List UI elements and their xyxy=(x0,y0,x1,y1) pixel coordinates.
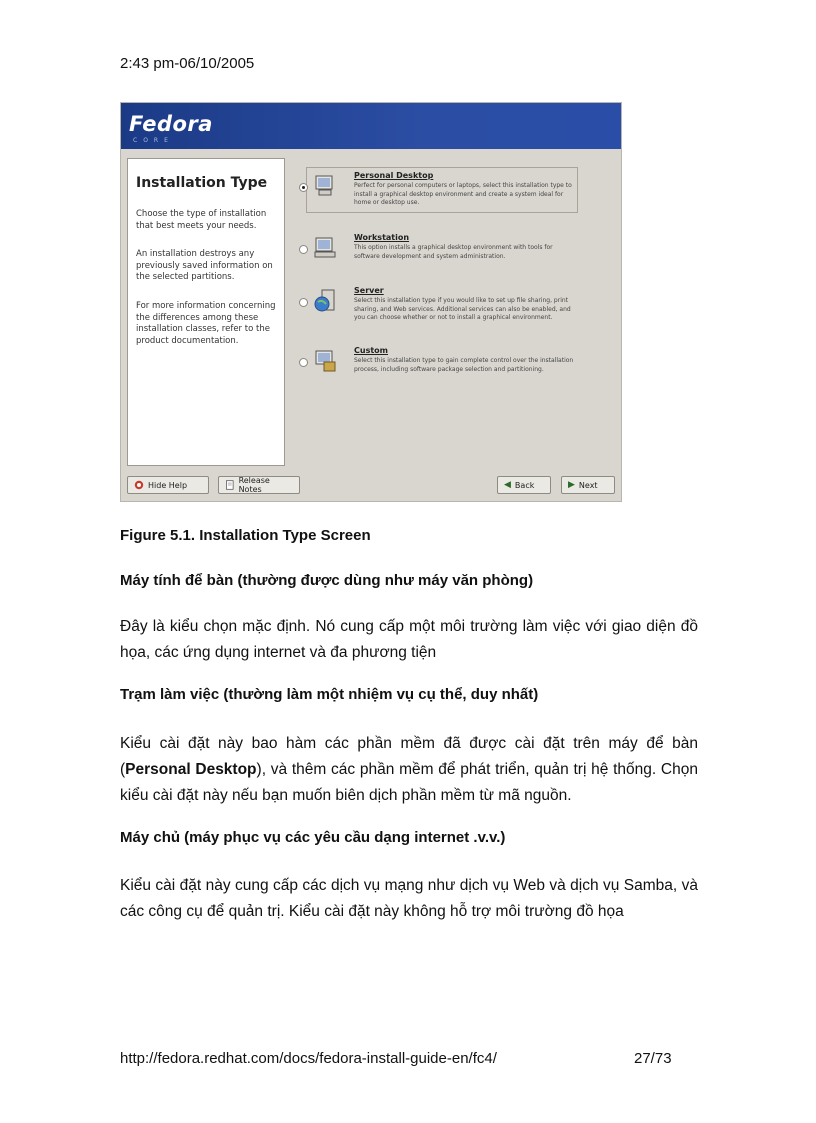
radio-server[interactable] xyxy=(299,298,308,307)
workstation-icon xyxy=(312,235,338,261)
help-paragraph: Choose the type of installation that best meets your needs. xyxy=(136,209,267,231)
server-icon xyxy=(312,288,338,314)
footer-url: http://fedora.redhat.com/docs/fedora-install-guide-en/fc4/ xyxy=(120,1050,497,1067)
print-timestamp: 2:43 pm-06/10/2005 xyxy=(120,55,255,72)
option-title: Workstation xyxy=(354,233,410,242)
section-heading: Trạm làm việc (thường làm một nhiệm vụ cụ thể, duy nhất) xyxy=(120,686,539,703)
figure-caption: Figure 5.1. Installation Type Screen xyxy=(120,527,371,544)
release-notes-label: Release Notes xyxy=(238,476,270,494)
next-arrow-icon: ▶ xyxy=(568,480,575,490)
release-notes-button[interactable] xyxy=(218,476,300,494)
help-paragraph: For more information concerning the differences among these installation classes, refer to the product documentation. xyxy=(136,301,276,346)
option-description: Select this installation type to gain complete control over the installation process, including software package selection and partitioning. xyxy=(354,357,574,373)
page-number: 27/73 xyxy=(634,1050,672,1067)
next-label: Next xyxy=(578,480,598,490)
option-description: Perfect for personal computers or laptops, select this installation type to install a graphical desktop environment and create a system ideal for home or desktop use. xyxy=(354,182,572,206)
custom-icon xyxy=(312,348,338,374)
fedora-logo: Fedora xyxy=(129,112,213,136)
lifebuoy-icon xyxy=(134,480,144,490)
installation-type-screenshot xyxy=(120,102,622,502)
document-icon xyxy=(225,480,235,490)
option-description: This option installs a graphical desktop environment with tools for software development and system administration. xyxy=(354,244,553,260)
option-title: Custom xyxy=(354,346,388,355)
help-panel xyxy=(127,158,285,466)
section-heading: Máy tính để bàn (thường được dùng như máy văn phòng) xyxy=(120,572,534,589)
paragraph-text: Kiểu cài đặt này bao hàm các phần mềm đã được cài đặt trên máy để bàn ( xyxy=(120,735,698,778)
back-arrow-icon: ◀ xyxy=(504,480,511,490)
option-description: Select this installation type if you would like to set up file sharing, print sharing, and Web services. Additional services can also be enabled, and you can choose whether or not to install a graphical environment. xyxy=(354,297,571,321)
back-button[interactable] xyxy=(497,476,551,494)
option-title: Personal Desktop xyxy=(354,171,434,180)
radio-workstation[interactable] xyxy=(299,245,308,254)
back-label: Back xyxy=(514,480,535,490)
paragraph: Đây là kiểu chọn mặc định. Nó cung cấp một môi trường làm việc với giao diện đồ họa, các ứng dụng internet và đa phương tiện xyxy=(120,618,698,661)
help-title: Installation Type xyxy=(136,175,268,191)
paragraph: Kiểu cài đặt này cung cấp các dịch vụ mạng như dịch vụ Web và dịch vụ Samba, và các công cụ để quản trị. Kiểu cài đặt này không hỗ trợ môi trường đồ họa xyxy=(120,877,698,920)
fedora-core-text: CORE xyxy=(133,137,174,144)
section-heading: Máy chủ (máy phục vụ các yêu cầu dạng internet .v.v.) xyxy=(120,829,506,846)
hide-help-button[interactable] xyxy=(127,476,209,494)
help-paragraph: An installation destroys any previously saved information on the selected partitions. xyxy=(136,249,273,282)
hide-help-label: Hide Help xyxy=(148,480,188,490)
paragraph xyxy=(120,731,698,809)
next-button[interactable] xyxy=(561,476,615,494)
fedora-banner xyxy=(121,103,621,149)
paragraph-bold-text: Personal Desktop xyxy=(125,761,257,778)
radio-personal-desktop[interactable] xyxy=(299,183,308,192)
radio-custom[interactable] xyxy=(299,358,308,367)
paragraph-text: ), và thêm các phần mềm để phát triển, quản trị hệ thống. Chọn kiểu cài đặt này nếu bạn muốn biên dịch phần mềm từ mã nguồn. xyxy=(120,761,698,804)
option-title: Server xyxy=(354,286,384,295)
desktop-icon xyxy=(312,173,338,199)
